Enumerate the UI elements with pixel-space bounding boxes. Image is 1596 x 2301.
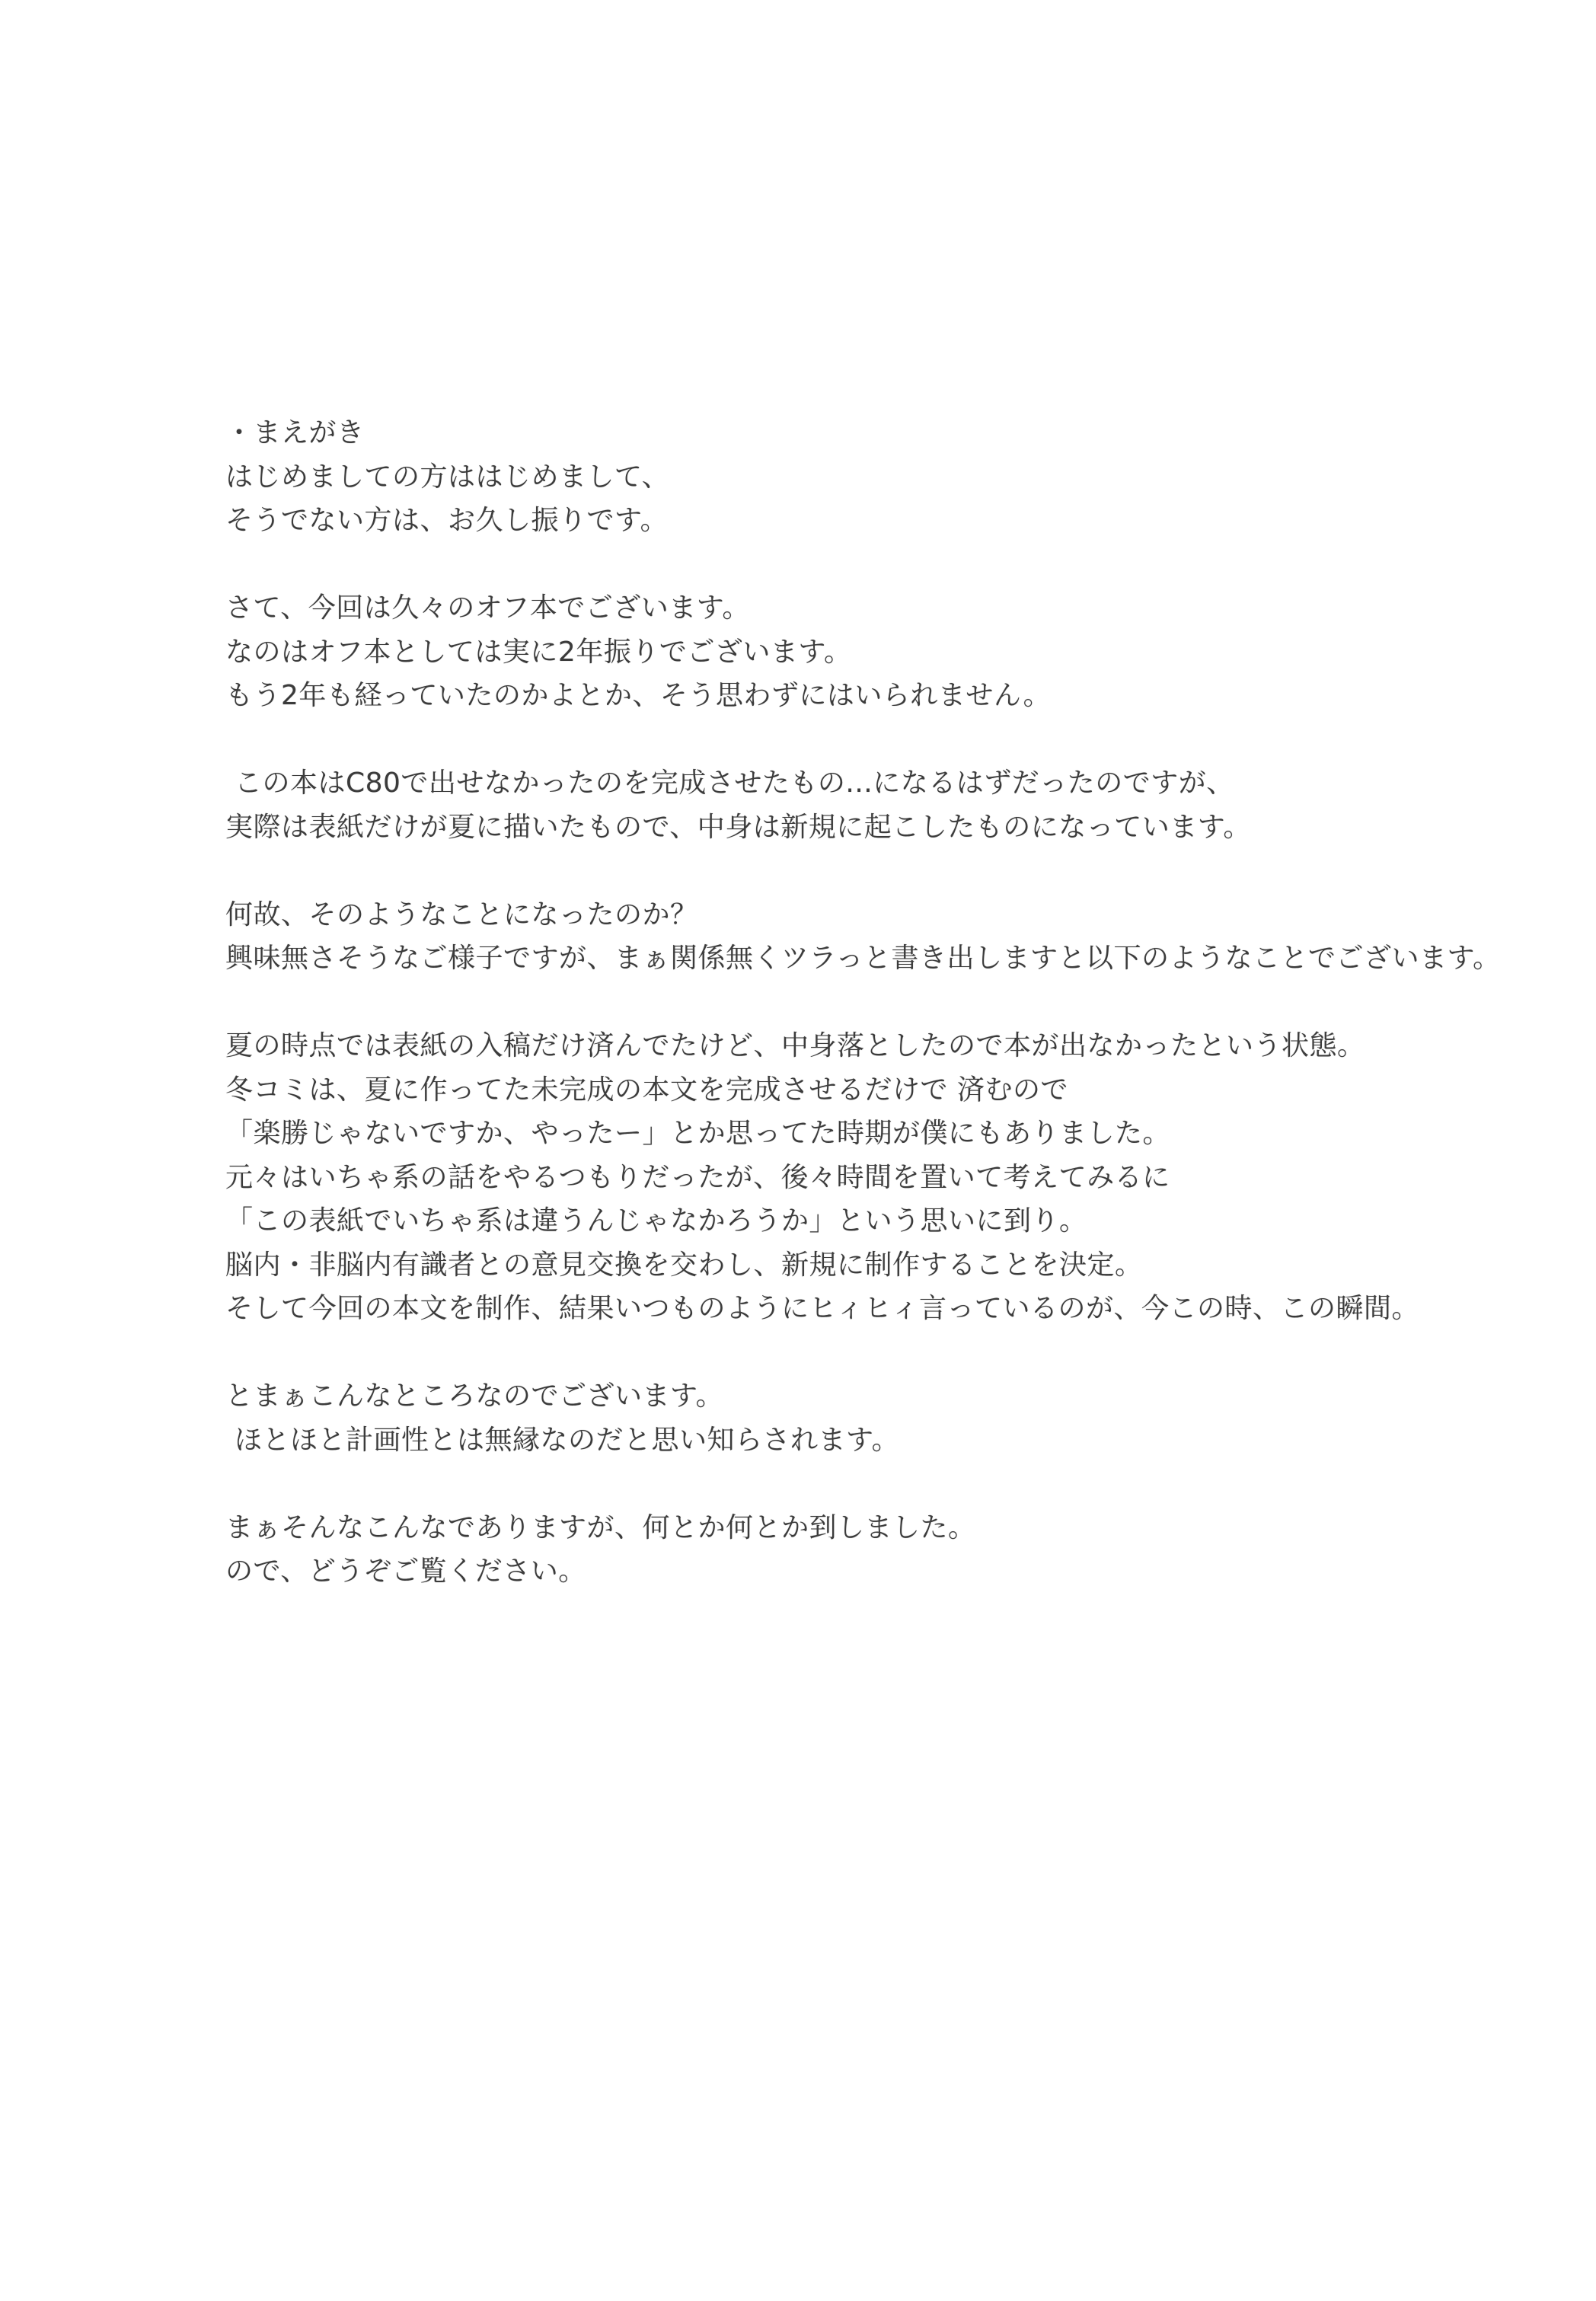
blank-line (225, 849, 1501, 893)
text-line: そして今回の本文を制作、結果いつものようにヒィヒィ言っているのが、今この時、この瞬間。 (225, 1293, 1420, 1324)
text-block (225, 411, 1501, 1594)
text-line: まぁそんなこんなでありますが、何とか何とか到しました。 (225, 1511, 976, 1543)
blank-line (225, 1462, 1501, 1506)
text-line: 元々はいちゃ系の話をやるつもりだったが、後々時間を置いて考えてみるに (225, 1161, 1170, 1193)
text-line: なのはオフ本としては実に2年振りでございます。 (225, 636, 852, 668)
text-line: 「楽勝じゃないですか、やったー」とか思ってた時期が僕にもありました。 (225, 1118, 1171, 1149)
blank-line (225, 543, 1501, 587)
text-line: 冬コミは、夏に作ってた未完成の本文を完成させるだけで 済むので (225, 1074, 1068, 1106)
text-line: 脳内・非脳内有識者との意見交換を交わし、新規に制作することを決定。 (225, 1249, 1143, 1281)
text-line: 「この表紙でいちゃ系は違うんじゃなかろうか」という思いに到り。 (225, 1205, 1087, 1237)
blank-line (225, 981, 1501, 1025)
text-line: さて、今回は久々のオフ本でございます。 (225, 592, 750, 624)
text-line: ので、どうぞご覧ください。 (225, 1556, 586, 1587)
text-line: この本はC80で出せなかったのを完成させたもの...になるはずだったのですが、 (225, 768, 1234, 799)
text-line: そうでない方は、お久し振りです。 (225, 505, 669, 536)
text-line: 何故、そのようなことになったのか？ (225, 898, 698, 930)
preface-title: ・まえがき (225, 417, 365, 448)
text-line: 実際は表紙だけが夏に描いたもので、中身は新規に起こしたものになっています。 (225, 811, 1251, 843)
text-line: 夏の時点では表紙の入稿だけ済んでたけど、中身落としたので本が出なかったという状態。 (225, 1030, 1365, 1061)
text-line: ほとほと計画性とは無縁なのだと思い知らされます。 (225, 1424, 900, 1456)
text-line: とまぁこんなところなのでございます。 (225, 1380, 724, 1412)
blank-line (225, 1331, 1501, 1375)
text-line: 興味無さそうなご様子ですが、まぁ関係無くツラっと書き出しますと以下のようなことでございます。 (225, 943, 1501, 974)
text-line: はじめましての方ははじめまして、 (225, 461, 670, 493)
text-line: もう2年も経っていたのかよとか、そう思わずにはいられません。 (225, 680, 1052, 711)
blank-line (225, 718, 1501, 762)
